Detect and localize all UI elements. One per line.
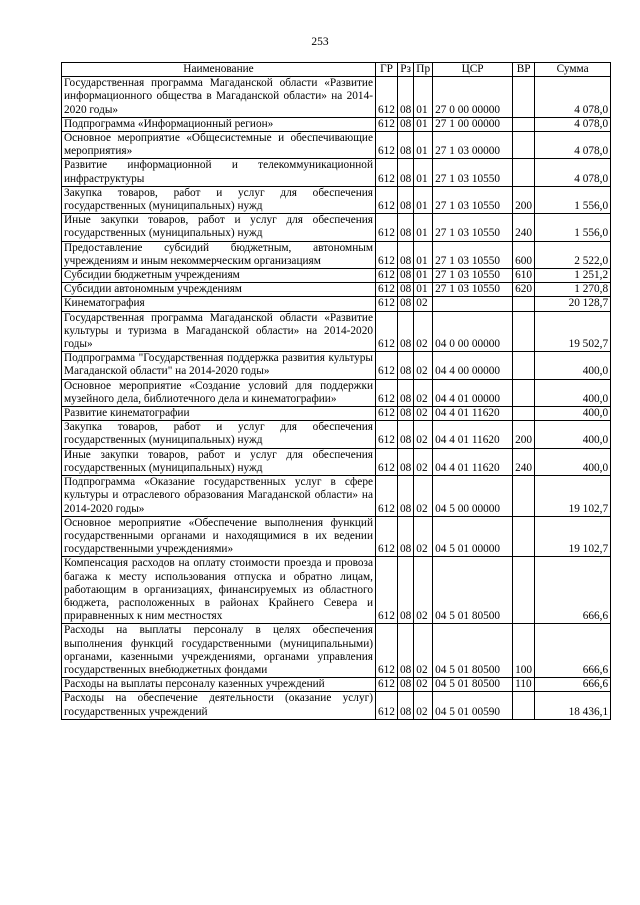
cell-name: Развитие информационной и телекоммуникационной инфраструктуры	[62, 159, 376, 186]
cell-sum: 4 078,0	[535, 77, 611, 118]
table-row	[62, 476, 611, 517]
cell-name: Подпрограмма "Государственная поддержка развития культуры Магаданской области" на 2014-2020 годы»	[62, 352, 376, 379]
cell-vr	[513, 692, 535, 719]
cell-csr: 04 4 00 00000	[433, 352, 513, 379]
cell-name: Кинематография	[62, 297, 376, 311]
cell-sum: 1 251,2	[535, 269, 611, 283]
cell-pr: 01	[414, 186, 433, 213]
cell-vr	[513, 311, 535, 352]
cell-vr: 610	[513, 269, 535, 283]
cell-rz: 08	[398, 678, 414, 692]
cell-rz: 08	[398, 516, 414, 557]
cell-rz: 08	[398, 132, 414, 159]
table-row	[62, 77, 611, 118]
cell-pr: 01	[414, 132, 433, 159]
cell-gr: 612	[376, 557, 398, 624]
header-csr: ЦСР	[433, 63, 513, 77]
table-row	[62, 557, 611, 624]
cell-name: Подпрограмма «Информационный регион»	[62, 117, 376, 131]
cell-sum: 19 102,7	[535, 476, 611, 517]
cell-vr	[513, 159, 535, 186]
cell-rz: 08	[398, 311, 414, 352]
cell-pr: 02	[414, 379, 433, 406]
cell-pr: 02	[414, 448, 433, 475]
cell-csr: 04 5 01 00000	[433, 516, 513, 557]
table-row	[62, 407, 611, 421]
table-row	[62, 132, 611, 159]
cell-csr: 04 5 00 00000	[433, 476, 513, 517]
cell-vr	[513, 557, 535, 624]
table-row	[62, 352, 611, 379]
table-row	[62, 159, 611, 186]
table-row	[62, 516, 611, 557]
table-row	[62, 311, 611, 352]
cell-pr: 01	[414, 241, 433, 268]
cell-sum: 1 556,0	[535, 214, 611, 241]
cell-pr: 02	[414, 692, 433, 719]
cell-vr: 200	[513, 186, 535, 213]
cell-rz: 08	[398, 241, 414, 268]
cell-pr: 02	[414, 297, 433, 311]
cell-gr: 612	[376, 77, 398, 118]
cell-gr: 612	[376, 159, 398, 186]
table-row	[62, 678, 611, 692]
table-row	[62, 421, 611, 448]
cell-gr: 612	[376, 448, 398, 475]
table-row	[62, 448, 611, 475]
cell-name: Иные закупки товаров, работ и услуг для обеспечения государственных (муниципальных) нужд	[62, 214, 376, 241]
cell-pr: 02	[414, 476, 433, 517]
table-header-row	[62, 63, 611, 77]
table-body	[62, 77, 611, 720]
cell-gr: 612	[376, 132, 398, 159]
cell-vr	[513, 379, 535, 406]
cell-gr: 612	[376, 269, 398, 283]
cell-csr: 27 1 03 00000	[433, 132, 513, 159]
cell-gr: 612	[376, 678, 398, 692]
table-row	[62, 186, 611, 213]
cell-gr: 612	[376, 241, 398, 268]
cell-name: Расходы на выплаты персоналу в целях обеспечения выполнения функций государственными (муниципальными) органами, казенными учреждениями, органами управления государственных внебюджетных фондами	[62, 624, 376, 678]
cell-gr: 612	[376, 421, 398, 448]
cell-pr: 01	[414, 214, 433, 241]
table-row	[62, 624, 611, 678]
cell-gr: 612	[376, 283, 398, 297]
cell-pr: 02	[414, 421, 433, 448]
header-vr: ВР	[513, 63, 535, 77]
cell-sum: 20 128,7	[535, 297, 611, 311]
cell-pr: 01	[414, 117, 433, 131]
table-row	[62, 269, 611, 283]
cell-name: Подпрограмма «Оказание государственных услуг в сфере культуры и отраслевого образования Магаданской области» на 2014-2020 годы»	[62, 476, 376, 517]
cell-rz: 08	[398, 283, 414, 297]
cell-name: Государственная программа Магаданской области «Развитие культуры и туризма в Магаданской области» на 2014-2020 годы»	[62, 311, 376, 352]
cell-sum: 666,6	[535, 557, 611, 624]
cell-name: Субсидии автономным учреждениям	[62, 283, 376, 297]
cell-gr: 612	[376, 311, 398, 352]
cell-name: Закупка товаров, работ и услуг для обеспечения государственных (муниципальных) нужд	[62, 421, 376, 448]
cell-gr: 612	[376, 516, 398, 557]
cell-gr: 612	[376, 297, 398, 311]
cell-csr: 04 5 01 80500	[433, 557, 513, 624]
cell-gr: 612	[376, 407, 398, 421]
cell-name: Основное мероприятие «Создание условий для поддержки музейного дела, библиотечного дела и кинематографии»	[62, 379, 376, 406]
cell-vr	[513, 77, 535, 118]
cell-rz: 08	[398, 77, 414, 118]
cell-sum: 400,0	[535, 448, 611, 475]
cell-gr: 612	[376, 624, 398, 678]
cell-gr: 612	[376, 692, 398, 719]
cell-sum: 19 502,7	[535, 311, 611, 352]
cell-pr: 02	[414, 407, 433, 421]
cell-gr: 612	[376, 214, 398, 241]
cell-sum: 19 102,7	[535, 516, 611, 557]
cell-csr	[433, 297, 513, 311]
cell-name: Компенсация расходов на оплату стоимости проезда и провоза багажа к месту использования отпуска и обратно лицам, работающим в организациях, финансируемых из областного бюджета, расположенных в районах Крайнего Севера и приравненных к ним местностях	[62, 557, 376, 624]
cell-csr: 27 0 00 00000	[433, 77, 513, 118]
cell-name: Государственная программа Магаданской области «Развитие информационного общества в Магаданской области» на 2014-2020 годы»	[62, 77, 376, 118]
header-gr: ГР	[376, 63, 398, 77]
cell-vr	[513, 297, 535, 311]
cell-name: Закупка товаров, работ и услуг для обеспечения государственных (муниципальных) нужд	[62, 186, 376, 213]
cell-vr: 200	[513, 421, 535, 448]
cell-pr: 01	[414, 283, 433, 297]
cell-rz: 08	[398, 186, 414, 213]
cell-name: Расходы на выплаты персоналу казенных учреждений	[62, 678, 376, 692]
cell-sum: 4 078,0	[535, 117, 611, 131]
cell-pr: 02	[414, 352, 433, 379]
cell-csr: 04 4 01 11620	[433, 448, 513, 475]
cell-name: Расходы на обеспечение деятельности (оказание услуг) государственных учреждений	[62, 692, 376, 719]
cell-sum: 666,6	[535, 678, 611, 692]
header-name: Наименование	[62, 63, 376, 77]
cell-name: Развитие кинематографии	[62, 407, 376, 421]
cell-sum: 18 436,1	[535, 692, 611, 719]
cell-csr: 27 1 03 10550	[433, 241, 513, 268]
cell-name: Предоставление субсидий бюджетным, автономным учреждениям и иным некоммерческим организациям	[62, 241, 376, 268]
cell-rz: 08	[398, 476, 414, 517]
cell-pr: 01	[414, 269, 433, 283]
cell-vr: 240	[513, 448, 535, 475]
cell-sum: 400,0	[535, 407, 611, 421]
cell-sum: 4 078,0	[535, 159, 611, 186]
cell-sum: 400,0	[535, 379, 611, 406]
cell-name: Субсидии бюджетным учреждениям	[62, 269, 376, 283]
cell-gr: 612	[376, 379, 398, 406]
cell-csr: 04 5 01 80500	[433, 624, 513, 678]
cell-name: Иные закупки товаров, работ и услуг для обеспечения государственных (муниципальных) нужд	[62, 448, 376, 475]
cell-vr	[513, 407, 535, 421]
cell-rz: 08	[398, 297, 414, 311]
cell-csr: 27 1 00 00000	[433, 117, 513, 131]
cell-sum: 400,0	[535, 352, 611, 379]
cell-csr: 27 1 03 10550	[433, 269, 513, 283]
cell-vr: 600	[513, 241, 535, 268]
table-row	[62, 241, 611, 268]
cell-name: Основное мероприятие «Обеспечение выполнения функций государственными органами и находящимися в их ведении государственными учреждениями»	[62, 516, 376, 557]
cell-sum: 2 522,0	[535, 241, 611, 268]
cell-sum: 1 556,0	[535, 186, 611, 213]
cell-pr: 02	[414, 557, 433, 624]
cell-rz: 08	[398, 117, 414, 131]
table-row	[62, 692, 611, 719]
cell-pr: 02	[414, 311, 433, 352]
cell-sum: 1 270,8	[535, 283, 611, 297]
cell-rz: 08	[398, 448, 414, 475]
cell-csr: 04 5 01 80500	[433, 678, 513, 692]
table-row	[62, 379, 611, 406]
cell-vr	[513, 117, 535, 131]
cell-vr	[513, 132, 535, 159]
cell-vr: 110	[513, 678, 535, 692]
cell-rz: 08	[398, 269, 414, 283]
cell-csr: 04 0 00 00000	[433, 311, 513, 352]
cell-rz: 08	[398, 557, 414, 624]
cell-vr	[513, 352, 535, 379]
cell-pr: 01	[414, 159, 433, 186]
cell-rz: 08	[398, 214, 414, 241]
cell-vr	[513, 476, 535, 517]
cell-csr: 04 4 01 11620	[433, 407, 513, 421]
cell-rz: 08	[398, 379, 414, 406]
header-pr: Пр	[414, 63, 433, 77]
cell-gr: 612	[376, 186, 398, 213]
cell-gr: 612	[376, 352, 398, 379]
cell-csr: 04 4 01 00000	[433, 379, 513, 406]
cell-csr: 04 5 01 00590	[433, 692, 513, 719]
cell-csr: 27 1 03 10550	[433, 186, 513, 213]
cell-csr: 04 4 01 11620	[433, 421, 513, 448]
cell-vr	[513, 516, 535, 557]
cell-csr: 27 1 03 10550	[433, 214, 513, 241]
cell-gr: 612	[376, 117, 398, 131]
page-number: 253	[311, 36, 329, 48]
cell-rz: 08	[398, 159, 414, 186]
cell-rz: 08	[398, 352, 414, 379]
cell-sum: 400,0	[535, 421, 611, 448]
table-row	[62, 297, 611, 311]
header-sum: Сумма	[535, 63, 611, 77]
cell-rz: 08	[398, 407, 414, 421]
cell-name: Основное мероприятие «Общесистемные и обеспечивающие мероприятия»	[62, 132, 376, 159]
cell-rz: 08	[398, 421, 414, 448]
cell-pr: 02	[414, 678, 433, 692]
cell-csr: 27 1 03 10550	[433, 159, 513, 186]
cell-sum: 666,6	[535, 624, 611, 678]
cell-pr: 02	[414, 624, 433, 678]
cell-sum: 4 078,0	[535, 132, 611, 159]
cell-csr: 27 1 03 10550	[433, 283, 513, 297]
cell-pr: 01	[414, 77, 433, 118]
cell-pr: 02	[414, 516, 433, 557]
cell-rz: 08	[398, 624, 414, 678]
table-row	[62, 214, 611, 241]
cell-rz: 08	[398, 692, 414, 719]
table-row	[62, 117, 611, 131]
cell-gr: 612	[376, 476, 398, 517]
cell-vr: 100	[513, 624, 535, 678]
cell-vr: 240	[513, 214, 535, 241]
budget-table	[61, 62, 611, 720]
header-rz: Рз	[398, 63, 414, 77]
cell-vr: 620	[513, 283, 535, 297]
table-row	[62, 283, 611, 297]
